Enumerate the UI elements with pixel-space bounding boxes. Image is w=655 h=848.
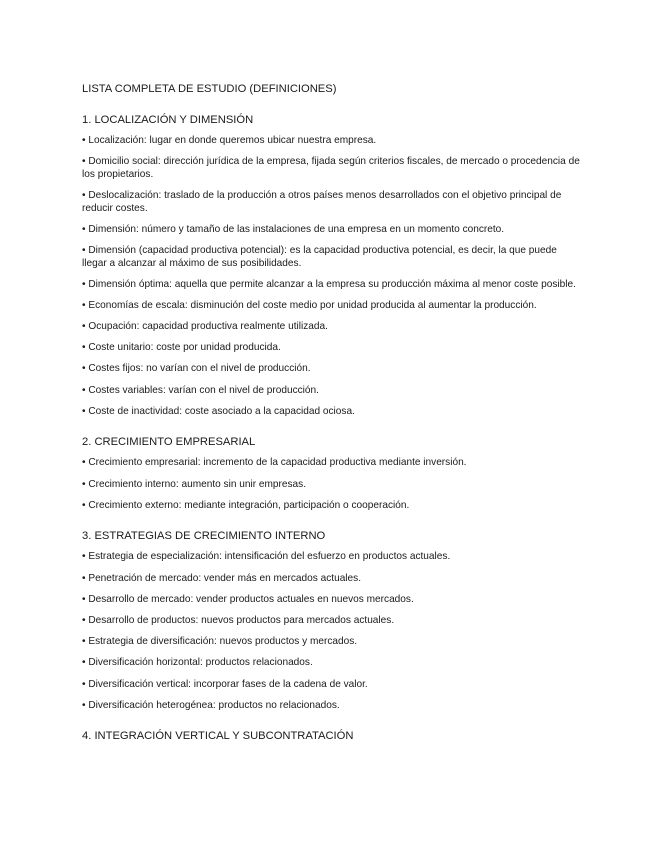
definition-item: • Dimensión: número y tamaño de las instalaciones de una empresa en un momento concreto. xyxy=(82,223,505,235)
definition-item: • Estrategia de especialización: intensificación del esfuerzo en productos actuales. xyxy=(82,551,451,563)
definition-item: • Deslocalización: traslado de la producción a otros países menos desarrollados con el objetivo principal de reducir costes. xyxy=(82,189,562,214)
definition-item: • Crecimiento empresarial: incremento de la capacidad productiva mediante inversión. xyxy=(82,457,467,469)
section-localizacion xyxy=(82,113,582,418)
document-title: LISTA COMPLETA DE ESTUDIO (DEFINICIONES) xyxy=(82,83,337,95)
section-estrategias xyxy=(82,529,582,712)
section-heading: 3. ESTRATEGIAS DE CRECIMIENTO INTERNO xyxy=(82,530,326,543)
definition-item: • Domicilio social: dirección jurídica de la empresa, fijada según criterios fiscales, de mercado o procedencia de los propietarios. xyxy=(82,156,580,180)
definition-item: • Dimensión (capacidad productiva potencial): es la capacidad productiva potencial, es decir, la que puede llegar a alcanzar al máximo de sus posibilidades. xyxy=(82,244,557,269)
definition-item: • Crecimiento externo: mediante integración, participación o cooperación. xyxy=(82,499,410,511)
definition-item: • Costes fijos: no varían con el nivel de producción. xyxy=(82,363,311,375)
definition-item: • Diversificación heterogénea: productos no relacionados. xyxy=(82,699,340,711)
definition-item: • Desarrollo de productos: nuevos productos para mercados actuales. xyxy=(82,614,395,626)
document-page xyxy=(82,82,582,760)
definition-item: • Estrategia de diversificación: nuevos productos y mercados. xyxy=(82,636,358,648)
section-heading: 2. CRECIMIENTO EMPRESARIAL xyxy=(82,436,256,449)
definition-item: • Localización: lugar en donde queremos ubicar nuestra empresa. xyxy=(82,135,377,146)
definition-item: • Economías de escala: disminución del coste medio por unidad producida al aumentar la producción. xyxy=(82,299,537,311)
definition-item: • Crecimiento interno: aumento sin unir empresas. xyxy=(82,478,307,490)
section-crecimiento xyxy=(82,435,582,512)
definition-item: • Coste unitario: coste por unidad producida. xyxy=(82,342,281,354)
definition-item: • Costes variables: varían con el nivel de producción. xyxy=(82,384,319,396)
definition-item: • Penetración de mercado: vender más en mercados actuales. xyxy=(82,572,362,584)
section-integracion xyxy=(82,729,582,743)
definition-item: • Diversificación horizontal: productos relacionados. xyxy=(82,657,313,669)
definition-item: • Desarrollo de mercado: vender productos actuales en nuevos mercados. xyxy=(82,593,414,605)
definition-item: • Coste de inactividad: coste asociado a la capacidad ociosa. xyxy=(82,405,355,417)
definition-item: • Diversificación vertical: incorporar fases de la cadena de valor. xyxy=(82,678,368,690)
section-heading: 1. LOCALIZACIÓN Y DIMENSIÓN xyxy=(82,114,254,126)
section-heading: 4. INTEGRACIÓN VERTICAL Y SUBCONTRATACIÓN xyxy=(82,730,354,743)
definition-item: • Dimensión óptima: aquella que permite alcanzar a la empresa su producción máxima al menor coste posible. xyxy=(82,278,576,290)
definition-item: • Ocupación: capacidad productiva realmente utilizada. xyxy=(82,321,328,333)
